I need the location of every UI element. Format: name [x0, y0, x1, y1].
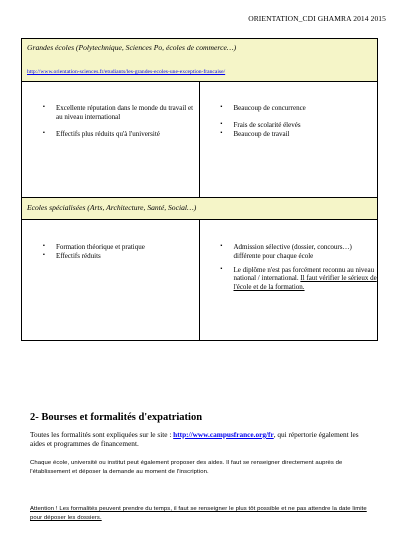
schools-table: [21, 38, 378, 341]
document-header: ORIENTATION_CDI GHAMRA 2014 2015: [248, 14, 386, 23]
pro-item: ▪ Effectifs réduits: [56, 252, 199, 261]
ecoles-specialisees-row: [22, 220, 377, 340]
con-item: [234, 266, 378, 292]
con-item: ▪ Beaucoup de travail: [234, 130, 378, 139]
pro-item: ▪ Formation théorique et pratique: [56, 243, 199, 252]
grandes-ecoles-pros: [22, 82, 200, 197]
para-text: Toutes les formalités sont expliquées sur le site :: [30, 430, 174, 439]
grandes-ecoles-cons: [200, 82, 378, 197]
grandes-ecoles-band: [22, 39, 377, 82]
ecoles-specialisees-title: Ecoles spécialisées (Arts, Architecture, Santé, Social…): [27, 203, 197, 212]
section-heading: 2- Bourses et formalités d'expatriation: [30, 412, 203, 423]
grandes-ecoles-title: Grandes écoles (Polytechnique, Sciences Po, écoles de commerce…): [27, 43, 237, 52]
ecoles-specialisees-cons: [200, 220, 378, 340]
para-text: , qui répertorie également les aides et programmes de financement.: [30, 430, 359, 449]
ecoles-specialisees-band: [22, 197, 377, 220]
pro-item: ▪ Excellente réputation dans le monde du travail et au niveau international: [56, 104, 199, 122]
con-item: ▪ Admission sélective (dossier, concours…) différente pour chaque école: [234, 243, 378, 261]
pro-item: ▪ Effectifs plus réduits qu'à l'université: [56, 130, 199, 139]
formalities-paragraph: [30, 430, 375, 449]
grandes-ecoles-link[interactable]: http://www.orientation-sciences.fr/etudiants/les-grandes-ecoles-une-exception-francaise/: [27, 69, 226, 75]
campusfrance-link[interactable]: http://www.campusfrance.org/fr: [173, 430, 274, 439]
grandes-ecoles-row: [22, 82, 377, 197]
con-item: ▪ Frais de scolarité élevés: [234, 121, 378, 130]
con-item: ▪ Beaucoup de concurrence: [234, 104, 378, 113]
con-text: Le diplôme n'est pas forcément reconnu au niveau national / international.: [233, 265, 375, 283]
warning-paragraph: Attention ! Les formalités peuvent prendre du temps, il faut se renseigner le plus tôt possible et ne pas attendre la date limite pour déposer les dossiers.: [30, 506, 367, 522]
con-text-underlined: Il faut vérifier le sérieux de l'école et de la formation.: [233, 274, 377, 291]
ecoles-specialisees-pros: [22, 220, 200, 340]
aids-paragraph: Chaque école, université ou institut peut également proposer des aides. Il faut se renseigner directement auprès de l'établissement et déposer la demande au moment de l'inscription.: [30, 460, 343, 475]
